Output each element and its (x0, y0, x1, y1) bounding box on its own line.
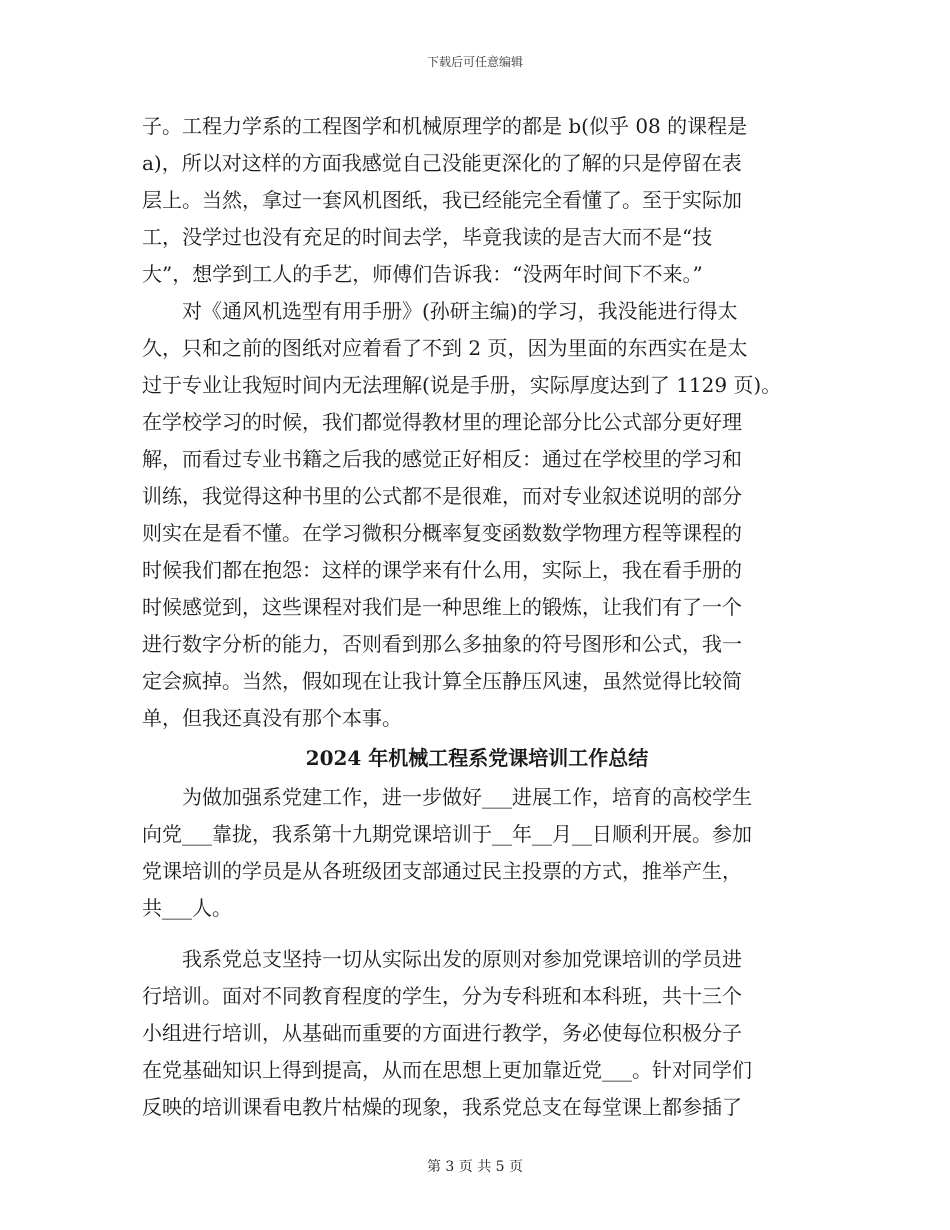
text-line: a)，所以对这样的方面我感觉自己没能更深化的了解的只是停留在表 (142, 151, 742, 175)
text-line: 在学校学习的时候，我们都觉得教材里的理论部分比公式部分更好理 (142, 410, 742, 434)
section-paragraph-1 (142, 779, 812, 927)
text-line: 时候我们都在抱怨：这样的课学来有什么用，实际上，我在看手册的 (142, 558, 742, 582)
text-line: 过于专业让我短时间内无法理解(说是手册，实际厚度达到了 1129 页)。 (142, 373, 782, 397)
text-line: 层上。当然，拿过一套风机图纸，我已经能完全看懂了。至于实际加 (142, 188, 742, 212)
text-line: 解，而看过专业书籍之后我的感觉正好相反：通过在学校里的学习和 (142, 447, 742, 471)
text-line: 在党基础知识上得到提高，从而在思想上更加靠近党___。针对同学们 (142, 1058, 752, 1082)
text-line: 向党___靠拢，我系第十九期党课培训于__年__月__日顺利开展。参加 (142, 822, 752, 846)
section-paragraph-2 (142, 941, 812, 1126)
page-footer-number: 第 3 页 共 5 页 (426, 1159, 524, 1175)
text-line: 时候感觉到，这些课程对我们是一种思维上的锻炼，让我们有了一个 (142, 595, 742, 619)
text-line: 大”，想学到工人的手艺，师傅们告诉我：“没两年时间下不来。” (142, 262, 703, 286)
text-line: 共___人。 (142, 896, 232, 920)
continuation-text (142, 108, 812, 737)
text-line: 反映的培训课看电教片枯燥的现象，我系党总支在每堂课上都参插了 (142, 1095, 742, 1119)
text-line: 则实在是看不懂。在学习微积分概率复变函数数学物理方程等课程的 (142, 521, 742, 545)
text-line: 工，没学过也没有充足的时间去学，毕竟我读的是吉大而不是“技 (142, 225, 713, 249)
section-title: 2024 年机械工程系党课培训工作总结 (305, 746, 649, 770)
text-line: 定会疯掉。当然，假如现在让我计算全压静压风速，虽然觉得比较简 (142, 669, 742, 693)
text-line: 单，但我还真没有那个本事。 (142, 706, 402, 730)
text-line: 党课培训的学员是从各班级团支部通过民主投票的方式，推举产生， (142, 859, 742, 883)
page-header-note: 下载后可任意编辑 (426, 55, 523, 69)
text-line: 训练，我觉得这种书里的公式都不是很难，而对专业叙述说明的部分 (142, 484, 742, 508)
paragraph-gap (142, 927, 812, 941)
text-line: 子。工程力学系的工程图学和机械原理学的都是 b(似乎 08 的课程是 (142, 114, 748, 138)
text-line: 行培训。面对不同教育程度的学生，分为专科班和本科班，共十三个 (142, 984, 742, 1008)
text-line: 小组进行培训，从基础而重要的方面进行教学，务必使每位积极分子 (142, 1021, 742, 1045)
text-line: 我系党总支坚持一切从实际出发的原则对参加党课培训的学员进 (142, 947, 742, 971)
document-body (142, 108, 812, 1126)
text-line: 对《通风机选型有用手册》(孙研主编)的学习，我没能进行得太 (142, 299, 738, 323)
text-line: 进行数字分析的能力，否则看到那么多抽象的符号图形和公式，我一 (142, 632, 742, 656)
text-line: 为做加强系党建工作，进一步做好___进展工作，培育的高校学生 (142, 785, 752, 809)
text-line: 久，只和之前的图纸对应着看了不到 2 页，因为里面的东西实在是太 (142, 336, 748, 360)
